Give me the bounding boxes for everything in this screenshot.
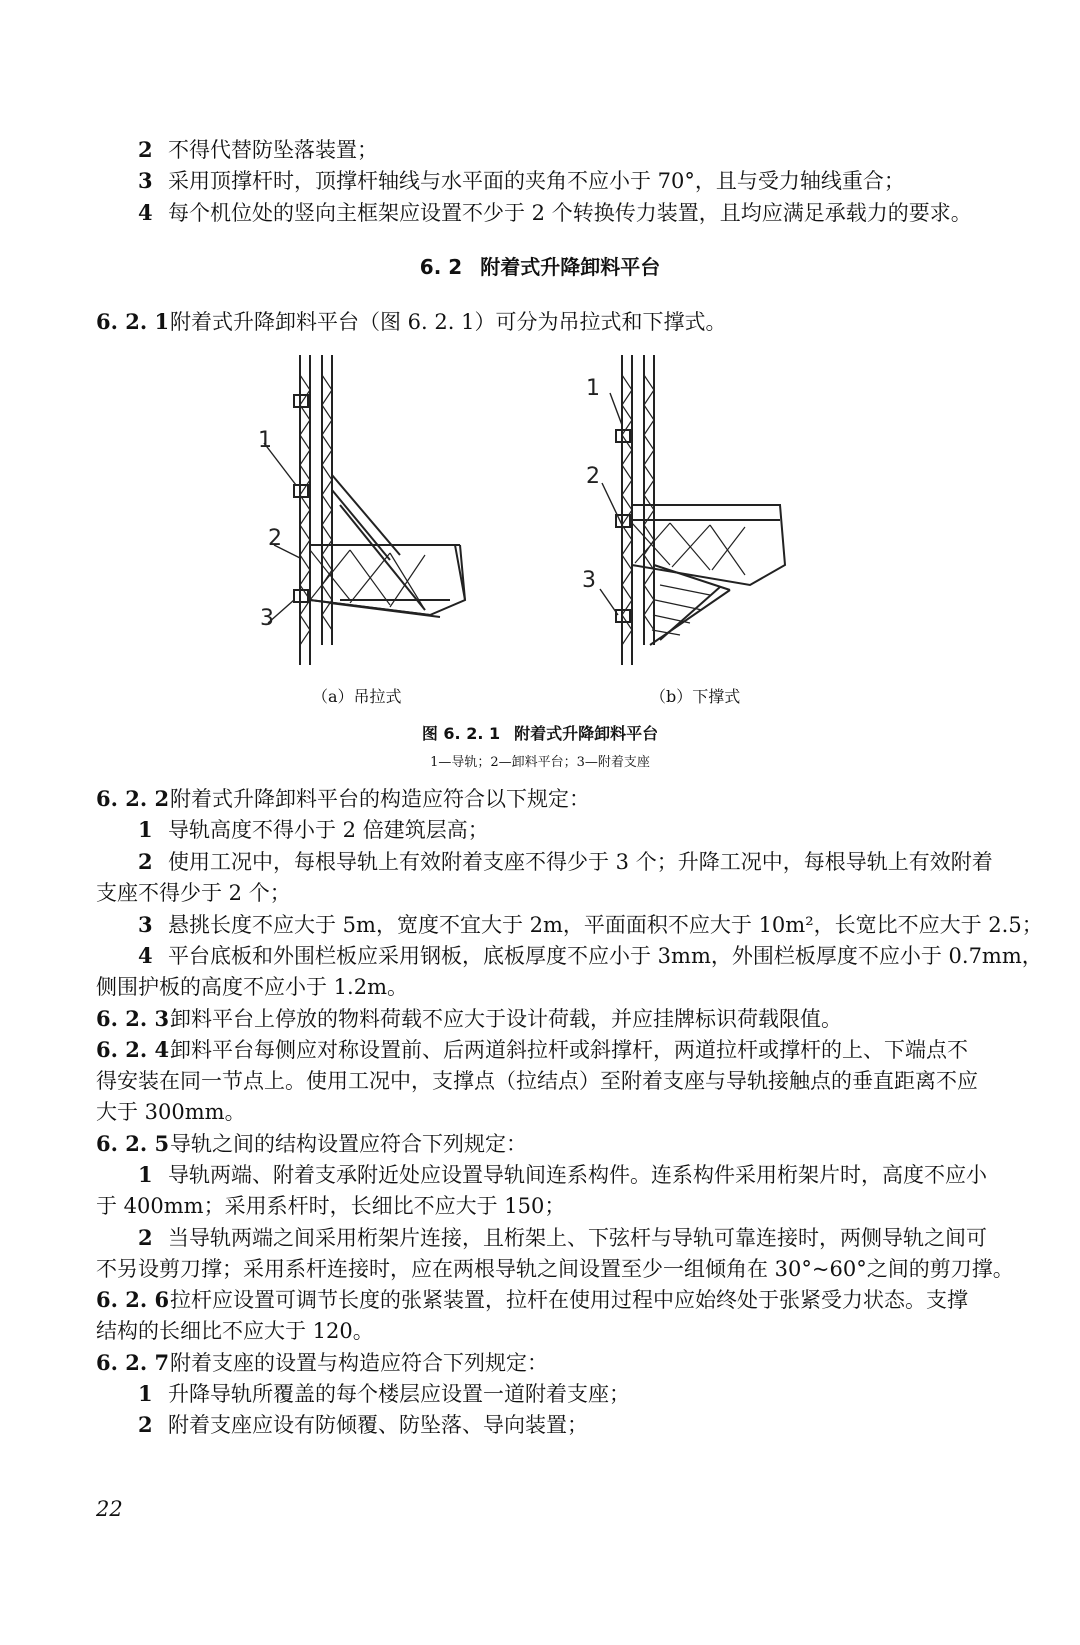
item-622-4: 4 平台底板和外围栏板应采用钢板，底板厚度不应小于 3mm，外围栏板厚度不应小于 0.7mm， [138,943,1043,968]
page-number: 22 [96,1497,123,1521]
clause-6-2-6: 6. 2. 6拉杆应设置可调节长度的张紧装置，拉杆在使用过程中应始终处于张紧受力状态。支撑 [96,1287,968,1312]
figure-a-label-3: 3 [260,606,274,631]
clause-6-2-4: 6. 2. 4卸料平台每侧应对称设置前、后两道斜拉杆或斜撑杆，两道拉杆或撑杆的上、下端点不 [96,1037,968,1062]
clause-6-2-5: 6. 2. 5导轨之间的结构设置应符合下列规定： [96,1131,527,1156]
figure-title: 图 6. 2. 1 附着式升降卸料平台 [421,724,659,743]
section-heading: 6. 2 附着式升降卸料平台 [419,255,661,279]
item-2-fall: 2 不得代替防坠落装置； [138,137,378,162]
item-622-3: 3 悬挑长度不应大于 5m，宽度不宜大于 2m，平面面积不应大于 10m²，长宽比不应大于 2.5； [138,912,1043,937]
item-622-1: 1 导轨高度不得小于 2 倍建筑层高； [138,817,489,842]
item-3-strut: 3 采用顶撑杆时，顶撑杆轴线与水平面的夹角不应小于 70°，且与受力轴线重合； [138,168,905,193]
figure-a-label-2: 2 [268,526,282,551]
figure-b-supported [582,355,785,665]
item-625-2: 2 当导轨两端之间采用桁架片连接，且桁架上、下弦杆与导轨可靠连接时，两侧导轨之间可 [138,1225,987,1250]
clause-6-2-3: 6. 2. 3卸料平台上停放的物料荷载不应大于设计荷载，并应挂牌标识荷载限值。 [96,1006,842,1031]
figure-a-suspended [258,355,465,665]
subcaption-a: （a）吊拉式 [312,687,402,706]
clause-6-2-1: 6. 2. 1附着式升降卸料平台（图 6. 2. 1）可分为吊拉式和下撑式。 [96,309,727,334]
clause-6-2-7: 6. 2. 7附着支座的设置与构造应符合下列规定： [96,1350,548,1375]
figure-b-label-3: 3 [582,568,596,593]
clause-6-2-4-cont-1: 得安装在同一节点上。使用工况中，支撑点（拉结点）至附着支座与导轨接触点的垂直距离不应 [96,1069,978,1093]
figure-platform-drawings [250,355,810,685]
clause-6-2-6-cont: 结构的长细比不应大于 120。 [96,1319,374,1343]
item-4-transfer: 4 每个机位处的竖向主框架应设置不少于 2 个转换传力装置，且均应满足承载力的要求。 [138,200,972,225]
figure-b-label-2: 2 [586,464,600,489]
item-622-2-cont: 支座不得少于 2 个； [96,881,291,905]
item-625-1-cont: 于 400mm；采用系杆时，长细比不应大于 150； [96,1194,566,1218]
item-627-2: 2 附着支座应设有防倾覆、防坠落、导向装置； [138,1412,588,1437]
figure-b-label-1: 1 [586,376,600,401]
item-625-1: 1 导轨两端、附着支承附近处应设置导轨间连系构件。连系构件采用桁架片时，高度不应小 [138,1162,987,1187]
item-622-4-cont: 侧围护板的高度不应小于 1.2m。 [96,975,408,999]
item-627-1: 1 升降导轨所覆盖的每个楼层应设置一道附着支座； [138,1381,630,1406]
clause-6-2-2: 6. 2. 2附着式升降卸料平台的构造应符合以下规定： [96,786,590,811]
figure-a-label-1: 1 [258,428,272,453]
item-625-2-cont: 不另设剪刀撑；采用系杆连接时，应在两根导轨之间设置至少一组倾角在 30°~60°之间的剪刀撑。 [96,1257,1014,1281]
figure-legend: 1—导轨；2—卸料平台；3—附着支座 [430,755,650,770]
clause-6-2-4-cont-2: 大于 300mm。 [96,1100,246,1124]
item-622-2: 2 使用工况中，每根导轨上有效附着支座不得少于 3 个；升降工况中，每根导轨上有效附着 [138,849,993,874]
subcaption-b: （b）下撑式 [650,687,741,706]
